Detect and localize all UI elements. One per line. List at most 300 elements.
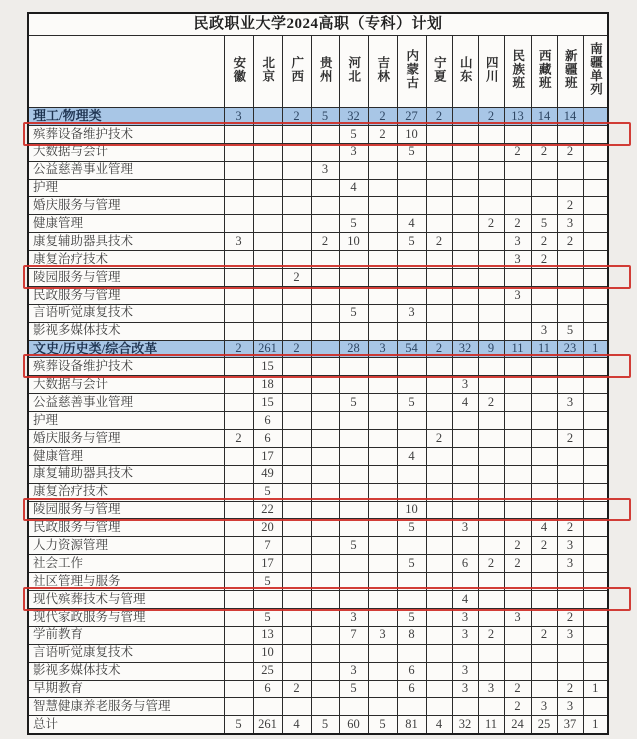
value-cell-新疆班: 3 bbox=[557, 215, 583, 233]
value-cell-新疆班: 2 bbox=[557, 143, 583, 161]
value-cell-山东 bbox=[452, 358, 478, 376]
value-cell-山东 bbox=[452, 286, 478, 304]
value-cell-山东: 6 bbox=[452, 555, 478, 573]
value-cell-吉林 bbox=[368, 573, 397, 591]
value-cell-贵州 bbox=[311, 608, 339, 626]
value-cell-西藏班 bbox=[531, 197, 557, 215]
value-cell-内蒙古: 10 bbox=[397, 125, 426, 143]
value-cell-四川: 2 bbox=[478, 394, 504, 412]
value-cell-西藏班 bbox=[531, 304, 557, 322]
value-cell-西藏班: 2 bbox=[531, 143, 557, 161]
value-cell-新疆班 bbox=[557, 501, 583, 519]
value-cell-河北 bbox=[339, 698, 368, 716]
value-cell-民族班 bbox=[504, 483, 531, 501]
value-cell-南疆单列 bbox=[583, 143, 608, 161]
value-cell-内蒙古 bbox=[397, 322, 426, 340]
table-row bbox=[28, 161, 608, 179]
value-cell-河北: 5 bbox=[339, 537, 368, 555]
value-cell-河北 bbox=[339, 483, 368, 501]
value-cell-吉林 bbox=[368, 376, 397, 394]
specialty-name-cell: 殡葬设备维护技术 bbox=[28, 125, 224, 143]
value-cell-内蒙古 bbox=[397, 644, 426, 662]
value-cell-西藏班: 3 bbox=[531, 698, 557, 716]
table-row bbox=[28, 304, 608, 322]
specialty-name-cell: 民政服务与管理 bbox=[28, 519, 224, 537]
value-cell-贵州 bbox=[311, 215, 339, 233]
value-cell-四川: 2 bbox=[478, 626, 504, 644]
value-cell-贵州 bbox=[311, 143, 339, 161]
value-cell-贵州 bbox=[311, 591, 339, 609]
value-cell-安徽 bbox=[224, 251, 253, 269]
value-cell-吉林 bbox=[368, 286, 397, 304]
value-cell-河北 bbox=[339, 555, 368, 573]
value-cell-民族班 bbox=[504, 465, 531, 483]
value-cell-新疆班 bbox=[557, 644, 583, 662]
value-cell-民族班 bbox=[504, 161, 531, 179]
value-cell-安徽 bbox=[224, 179, 253, 197]
value-cell-西藏班 bbox=[531, 591, 557, 609]
value-cell-新疆班 bbox=[557, 269, 583, 287]
value-cell-南疆单列 bbox=[583, 197, 608, 215]
value-cell-广西 bbox=[282, 698, 311, 716]
value-cell-吉林 bbox=[368, 304, 397, 322]
value-cell-民族班: 2 bbox=[504, 698, 531, 716]
table-row bbox=[28, 465, 608, 483]
value-cell-广西 bbox=[282, 483, 311, 501]
value-cell-宁夏 bbox=[426, 322, 452, 340]
column-header-label: 民族班 bbox=[510, 48, 525, 90]
value-cell-安徽 bbox=[224, 304, 253, 322]
value-cell-河北 bbox=[339, 501, 368, 519]
value-cell-广西 bbox=[282, 626, 311, 644]
value-cell-广西 bbox=[282, 286, 311, 304]
value-cell-南疆单列 bbox=[583, 322, 608, 340]
value-cell-河北 bbox=[339, 197, 368, 215]
value-cell-吉林 bbox=[368, 143, 397, 161]
value-cell-安徽 bbox=[224, 644, 253, 662]
table-row bbox=[28, 537, 608, 555]
value-cell-内蒙古: 81 bbox=[397, 716, 426, 734]
value-cell-民族班 bbox=[504, 573, 531, 591]
specialty-name-cell: 健康管理 bbox=[28, 447, 224, 465]
value-cell-贵州 bbox=[311, 573, 339, 591]
value-cell-西藏班 bbox=[531, 179, 557, 197]
value-cell-吉林 bbox=[368, 662, 397, 680]
value-cell-新疆班 bbox=[557, 573, 583, 591]
value-cell-内蒙古 bbox=[397, 197, 426, 215]
value-cell-河北 bbox=[339, 358, 368, 376]
value-cell-民族班: 11 bbox=[504, 340, 531, 358]
value-cell-北京 bbox=[253, 304, 282, 322]
value-cell-南疆单列 bbox=[583, 412, 608, 430]
value-cell-广西 bbox=[282, 215, 311, 233]
value-cell-西藏班 bbox=[531, 358, 557, 376]
value-cell-广西: 2 bbox=[282, 680, 311, 698]
table-row bbox=[28, 555, 608, 573]
value-cell-民族班: 3 bbox=[504, 286, 531, 304]
specialty-name-cell: 文史/历史类/综合改革 bbox=[28, 340, 224, 358]
value-cell-南疆单列 bbox=[583, 125, 608, 143]
value-cell-北京: 18 bbox=[253, 376, 282, 394]
value-cell-河北: 60 bbox=[339, 716, 368, 734]
table-row bbox=[28, 376, 608, 394]
value-cell-宁夏 bbox=[426, 215, 452, 233]
value-cell-贵州 bbox=[311, 644, 339, 662]
value-cell-广西: 2 bbox=[282, 269, 311, 287]
value-cell-河北 bbox=[339, 447, 368, 465]
table-title: 民政职业大学2024高职（专科）计划 bbox=[28, 13, 608, 36]
value-cell-山东: 3 bbox=[452, 680, 478, 698]
table-row bbox=[28, 358, 608, 376]
value-cell-内蒙古: 6 bbox=[397, 680, 426, 698]
value-cell-新疆班: 23 bbox=[557, 340, 583, 358]
value-cell-民族班 bbox=[504, 322, 531, 340]
value-cell-南疆单列 bbox=[583, 662, 608, 680]
value-cell-内蒙古 bbox=[397, 412, 426, 430]
value-cell-吉林: 5 bbox=[368, 716, 397, 734]
value-cell-宁夏 bbox=[426, 608, 452, 626]
table-row bbox=[28, 626, 608, 644]
value-cell-民族班 bbox=[504, 269, 531, 287]
value-cell-南疆单列 bbox=[583, 358, 608, 376]
value-cell-内蒙古: 5 bbox=[397, 608, 426, 626]
value-cell-贵州 bbox=[311, 197, 339, 215]
value-cell-广西 bbox=[282, 608, 311, 626]
value-cell-新疆班: 2 bbox=[557, 519, 583, 537]
value-cell-南疆单列 bbox=[583, 626, 608, 644]
value-cell-贵州 bbox=[311, 340, 339, 358]
specialty-name-cell: 陵园服务与管理 bbox=[28, 269, 224, 287]
value-cell-河北: 7 bbox=[339, 626, 368, 644]
value-cell-民族班 bbox=[504, 447, 531, 465]
column-header-label: 西藏班 bbox=[537, 48, 552, 90]
value-cell-贵州 bbox=[311, 394, 339, 412]
value-cell-四川 bbox=[478, 233, 504, 251]
value-cell-贵州: 2 bbox=[311, 233, 339, 251]
value-cell-广西: 4 bbox=[282, 716, 311, 734]
value-cell-山东: 32 bbox=[452, 716, 478, 734]
value-cell-吉林 bbox=[368, 537, 397, 555]
value-cell-内蒙古 bbox=[397, 161, 426, 179]
table-row bbox=[28, 483, 608, 501]
value-cell-西藏班 bbox=[531, 483, 557, 501]
specialty-name-cell: 康复辅助器具技术 bbox=[28, 465, 224, 483]
value-cell-贵州 bbox=[311, 519, 339, 537]
value-cell-北京: 5 bbox=[253, 608, 282, 626]
value-cell-安徽: 5 bbox=[224, 716, 253, 734]
value-cell-民族班 bbox=[504, 662, 531, 680]
value-cell-吉林 bbox=[368, 555, 397, 573]
value-cell-河北 bbox=[339, 430, 368, 448]
value-cell-内蒙古 bbox=[397, 591, 426, 609]
specialty-name-cell: 殡葬设备维护技术 bbox=[28, 358, 224, 376]
value-cell-四川 bbox=[478, 251, 504, 269]
value-cell-贵州 bbox=[311, 376, 339, 394]
value-cell-山东 bbox=[452, 644, 478, 662]
value-cell-安徽 bbox=[224, 519, 253, 537]
column-header-4 bbox=[339, 36, 368, 108]
value-cell-宁夏: 4 bbox=[426, 716, 452, 734]
value-cell-吉林 bbox=[368, 501, 397, 519]
value-cell-南疆单列 bbox=[583, 465, 608, 483]
value-cell-宁夏 bbox=[426, 698, 452, 716]
value-cell-南疆单列 bbox=[583, 304, 608, 322]
value-cell-民族班: 2 bbox=[504, 680, 531, 698]
value-cell-西藏班 bbox=[531, 680, 557, 698]
value-cell-吉林 bbox=[368, 519, 397, 537]
value-cell-西藏班 bbox=[531, 376, 557, 394]
column-header-label: 宁夏 bbox=[432, 55, 447, 83]
value-cell-四川 bbox=[478, 125, 504, 143]
value-cell-河北: 5 bbox=[339, 304, 368, 322]
specialty-name-cell: 公益慈善事业管理 bbox=[28, 394, 224, 412]
column-header-row bbox=[28, 36, 608, 108]
value-cell-广西 bbox=[282, 447, 311, 465]
value-cell-四川 bbox=[478, 644, 504, 662]
value-cell-南疆单列 bbox=[583, 447, 608, 465]
value-cell-广西 bbox=[282, 465, 311, 483]
value-cell-四川 bbox=[478, 161, 504, 179]
value-cell-西藏班 bbox=[531, 394, 557, 412]
column-header-7 bbox=[426, 36, 452, 108]
value-cell-内蒙古: 5 bbox=[397, 233, 426, 251]
value-cell-山东 bbox=[452, 322, 478, 340]
value-cell-北京 bbox=[253, 161, 282, 179]
value-cell-北京 bbox=[253, 215, 282, 233]
value-cell-南疆单列: 1 bbox=[583, 680, 608, 698]
value-cell-西藏班: 2 bbox=[531, 233, 557, 251]
value-cell-山东: 4 bbox=[452, 591, 478, 609]
column-header-label: 广西 bbox=[289, 55, 304, 83]
value-cell-新疆班: 5 bbox=[557, 322, 583, 340]
value-cell-宁夏: 2 bbox=[426, 430, 452, 448]
value-cell-内蒙古: 10 bbox=[397, 501, 426, 519]
value-cell-民族班: 2 bbox=[504, 537, 531, 555]
table-row bbox=[28, 591, 608, 609]
column-header-label: 安徽 bbox=[231, 55, 246, 83]
value-cell-吉林 bbox=[368, 644, 397, 662]
value-cell-北京: 10 bbox=[253, 644, 282, 662]
value-cell-四川 bbox=[478, 537, 504, 555]
value-cell-贵州 bbox=[311, 537, 339, 555]
specialty-name-cell: 护理 bbox=[28, 179, 224, 197]
value-cell-西藏班 bbox=[531, 430, 557, 448]
value-cell-广西 bbox=[282, 179, 311, 197]
value-cell-北京 bbox=[253, 108, 282, 126]
value-cell-吉林 bbox=[368, 483, 397, 501]
value-cell-广西 bbox=[282, 161, 311, 179]
value-cell-吉林 bbox=[368, 608, 397, 626]
value-cell-河北: 5 bbox=[339, 125, 368, 143]
value-cell-广西 bbox=[282, 573, 311, 591]
value-cell-宁夏 bbox=[426, 125, 452, 143]
value-cell-四川 bbox=[478, 322, 504, 340]
value-cell-四川: 9 bbox=[478, 340, 504, 358]
value-cell-吉林 bbox=[368, 179, 397, 197]
value-cell-新疆班 bbox=[557, 591, 583, 609]
value-cell-内蒙古 bbox=[397, 251, 426, 269]
value-cell-河北 bbox=[339, 161, 368, 179]
value-cell-安徽 bbox=[224, 286, 253, 304]
value-cell-山东 bbox=[452, 304, 478, 322]
value-cell-安徽 bbox=[224, 358, 253, 376]
value-cell-贵州 bbox=[311, 447, 339, 465]
value-cell-河北 bbox=[339, 519, 368, 537]
value-cell-西藏班: 3 bbox=[531, 322, 557, 340]
value-cell-山东 bbox=[452, 251, 478, 269]
value-cell-北京: 6 bbox=[253, 430, 282, 448]
value-cell-山东: 3 bbox=[452, 519, 478, 537]
value-cell-西藏班 bbox=[531, 662, 557, 680]
value-cell-北京 bbox=[253, 233, 282, 251]
value-cell-四川 bbox=[478, 197, 504, 215]
value-cell-四川 bbox=[478, 608, 504, 626]
value-cell-宁夏 bbox=[426, 269, 452, 287]
value-cell-宁夏 bbox=[426, 161, 452, 179]
value-cell-宁夏: 2 bbox=[426, 108, 452, 126]
value-cell-西藏班 bbox=[531, 608, 557, 626]
value-cell-宁夏 bbox=[426, 304, 452, 322]
value-cell-广西 bbox=[282, 376, 311, 394]
value-cell-新疆班: 2 bbox=[557, 233, 583, 251]
value-cell-河北 bbox=[339, 376, 368, 394]
value-cell-河北: 28 bbox=[339, 340, 368, 358]
value-cell-宁夏 bbox=[426, 412, 452, 430]
value-cell-四川 bbox=[478, 483, 504, 501]
value-cell-广西 bbox=[282, 519, 311, 537]
value-cell-南疆单列 bbox=[583, 483, 608, 501]
value-cell-北京: 22 bbox=[253, 501, 282, 519]
value-cell-贵州 bbox=[311, 322, 339, 340]
value-cell-内蒙古 bbox=[397, 537, 426, 555]
value-cell-南疆单列 bbox=[583, 394, 608, 412]
column-header-12 bbox=[557, 36, 583, 108]
value-cell-贵州 bbox=[311, 483, 339, 501]
value-cell-南疆单列 bbox=[583, 644, 608, 662]
specialty-name-cell: 影视多媒体技术 bbox=[28, 662, 224, 680]
value-cell-安徽 bbox=[224, 161, 253, 179]
value-cell-广西 bbox=[282, 412, 311, 430]
value-cell-新疆班 bbox=[557, 483, 583, 501]
value-cell-内蒙古: 5 bbox=[397, 555, 426, 573]
value-cell-吉林 bbox=[368, 447, 397, 465]
value-cell-山东: 3 bbox=[452, 626, 478, 644]
value-cell-河北: 32 bbox=[339, 108, 368, 126]
value-cell-四川 bbox=[478, 698, 504, 716]
value-cell-山东 bbox=[452, 573, 478, 591]
value-cell-南疆单列 bbox=[583, 430, 608, 448]
value-cell-贵州 bbox=[311, 251, 339, 269]
value-cell-吉林 bbox=[368, 251, 397, 269]
value-cell-吉林 bbox=[368, 215, 397, 233]
value-cell-山东: 4 bbox=[452, 394, 478, 412]
value-cell-吉林: 3 bbox=[368, 340, 397, 358]
value-cell-安徽 bbox=[224, 698, 253, 716]
value-cell-安徽 bbox=[224, 537, 253, 555]
value-cell-广西 bbox=[282, 304, 311, 322]
value-cell-广西 bbox=[282, 537, 311, 555]
column-header-label: 贵州 bbox=[318, 55, 333, 83]
value-cell-民族班 bbox=[504, 179, 531, 197]
value-cell-广西 bbox=[282, 430, 311, 448]
value-cell-贵州 bbox=[311, 358, 339, 376]
value-cell-安徽: 2 bbox=[224, 340, 253, 358]
column-header-label: 新疆班 bbox=[563, 48, 578, 90]
column-header-label: 北京 bbox=[260, 55, 275, 83]
value-cell-宁夏 bbox=[426, 626, 452, 644]
value-cell-贵州 bbox=[311, 125, 339, 143]
value-cell-新疆班: 2 bbox=[557, 680, 583, 698]
value-cell-民族班: 2 bbox=[504, 215, 531, 233]
value-cell-吉林 bbox=[368, 394, 397, 412]
value-cell-安徽 bbox=[224, 269, 253, 287]
value-cell-宁夏 bbox=[426, 251, 452, 269]
value-cell-北京 bbox=[253, 269, 282, 287]
value-cell-内蒙古: 4 bbox=[397, 447, 426, 465]
title-row bbox=[28, 13, 608, 36]
value-cell-内蒙古: 54 bbox=[397, 340, 426, 358]
column-header-1 bbox=[253, 36, 282, 108]
value-cell-四川: 2 bbox=[478, 215, 504, 233]
table-row bbox=[28, 251, 608, 269]
value-cell-西藏班: 11 bbox=[531, 340, 557, 358]
value-cell-四川 bbox=[478, 519, 504, 537]
column-header-label: 吉林 bbox=[375, 55, 390, 83]
specialty-name-cell: 言语听觉康复技术 bbox=[28, 644, 224, 662]
value-cell-广西 bbox=[282, 197, 311, 215]
value-cell-内蒙古 bbox=[397, 430, 426, 448]
value-cell-北京: 15 bbox=[253, 358, 282, 376]
value-cell-北京 bbox=[253, 698, 282, 716]
value-cell-北京: 261 bbox=[253, 716, 282, 734]
specialty-name-cell: 大数据与会计 bbox=[28, 143, 224, 161]
value-cell-安徽 bbox=[224, 125, 253, 143]
value-cell-北京: 17 bbox=[253, 555, 282, 573]
value-cell-四川 bbox=[478, 286, 504, 304]
value-cell-四川 bbox=[478, 143, 504, 161]
value-cell-南疆单列: 1 bbox=[583, 716, 608, 734]
value-cell-宁夏 bbox=[426, 573, 452, 591]
value-cell-山东 bbox=[452, 430, 478, 448]
value-cell-贵州 bbox=[311, 626, 339, 644]
value-cell-民族班 bbox=[504, 430, 531, 448]
value-cell-内蒙古 bbox=[397, 286, 426, 304]
value-cell-南疆单列 bbox=[583, 179, 608, 197]
specialty-name-cell: 婚庆服务与管理 bbox=[28, 197, 224, 215]
value-cell-北京 bbox=[253, 591, 282, 609]
value-cell-四川 bbox=[478, 179, 504, 197]
value-cell-贵州 bbox=[311, 269, 339, 287]
value-cell-宁夏 bbox=[426, 519, 452, 537]
value-cell-河北: 10 bbox=[339, 233, 368, 251]
value-cell-内蒙古 bbox=[397, 465, 426, 483]
value-cell-民族班 bbox=[504, 412, 531, 430]
value-cell-四川: 2 bbox=[478, 108, 504, 126]
value-cell-北京: 6 bbox=[253, 412, 282, 430]
value-cell-宁夏 bbox=[426, 591, 452, 609]
value-cell-河北 bbox=[339, 573, 368, 591]
value-cell-新疆班 bbox=[557, 179, 583, 197]
specialty-name-cell: 社会工作 bbox=[28, 555, 224, 573]
value-cell-新疆班 bbox=[557, 125, 583, 143]
section-header-row bbox=[28, 340, 608, 358]
value-cell-宁夏 bbox=[426, 644, 452, 662]
table-row bbox=[28, 698, 608, 716]
value-cell-宁夏: 2 bbox=[426, 233, 452, 251]
value-cell-河北 bbox=[339, 412, 368, 430]
table-row bbox=[28, 394, 608, 412]
value-cell-河北: 5 bbox=[339, 680, 368, 698]
